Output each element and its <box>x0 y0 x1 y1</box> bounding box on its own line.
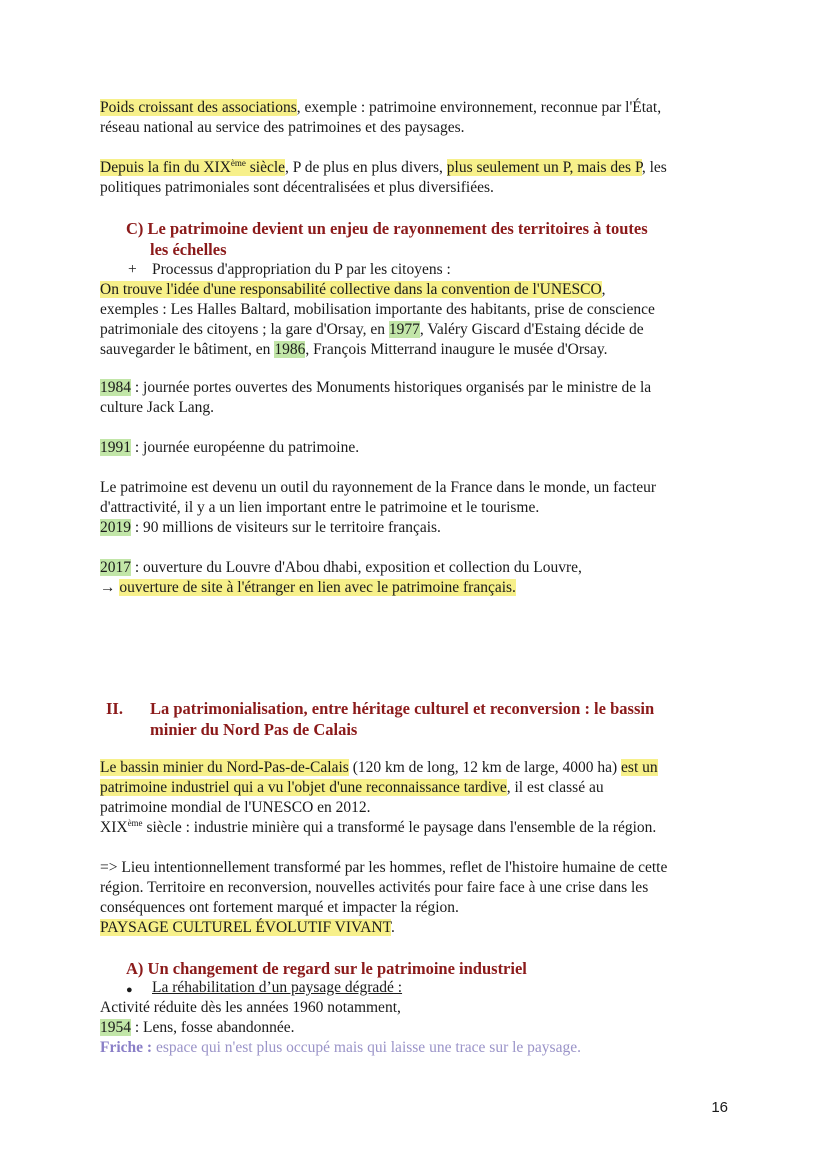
heading-c <box>126 218 746 260</box>
year-2019: 2019 <box>100 519 131 536</box>
highlight-patrimoine-industriel: est un <box>621 759 658 776</box>
heading-line: les échelles <box>150 240 227 259</box>
text: XIX <box>100 819 128 836</box>
highlight-des-p: plus seulement un P, mais des P <box>446 159 642 176</box>
paragraph-1984 <box>100 378 740 418</box>
text: culture Jack Lang. <box>100 399 215 416</box>
text: : 90 millions de visiteurs sur le territoire français. <box>131 519 441 536</box>
text: , exemple : patrimoine environnement, reconnue par l'État, <box>296 99 662 116</box>
text: . <box>390 919 395 936</box>
bullet-icon: ● <box>126 984 133 996</box>
year-2017: 2017 <box>100 559 131 576</box>
text: patrimoniale des citoyens ; la gare d'Orsay, en <box>100 321 389 338</box>
heading-line: minier du Nord Pas de Calais <box>150 720 358 739</box>
arrow-icon: → <box>100 579 120 596</box>
highlight-associations: Poids croissant des associations <box>100 99 297 116</box>
text: politiques patrimoniales sont décentralisées et plus diversifiées. <box>100 179 494 196</box>
superscript: ème <box>127 817 143 828</box>
text: sauvegarder le bâtiment, en <box>100 341 275 358</box>
text: , <box>601 281 606 298</box>
text: patrimoine mondial de l'UNESCO en 2012. <box>100 799 371 816</box>
text: siècle : industrie minière qui a transformé le paysage dans l'ensemble de la région. <box>142 819 657 836</box>
year-1991: 1991 <box>100 439 131 456</box>
paragraph-xix-siecle <box>100 158 740 198</box>
paragraph-friche <box>100 998 740 1058</box>
text: , Valéry Giscard d'Estaing décide de <box>419 321 644 338</box>
text: : journée européenne du patrimoine. <box>131 439 360 456</box>
text: Depuis la fin du XIX <box>100 159 231 176</box>
text: , les <box>641 159 667 176</box>
text: siècle <box>245 159 286 176</box>
text: => Lieu intentionnellement transformé par les hommes, reflet de l'histoire humaine de cette <box>100 859 668 876</box>
highlight-patrimoine-industriel: patrimoine industriel qui a vu l'objet d'une reconnaissance tardive <box>100 779 507 796</box>
text: La réhabilitation d’un paysage dégradé : <box>152 979 403 996</box>
definition-text: espace qui n'est plus occupé mais qui laisse une trace sur le paysage. <box>152 1039 581 1056</box>
plus-icon: + <box>128 261 137 278</box>
text: : Lens, fosse abandonnée. <box>131 1019 295 1036</box>
heading-ii <box>150 698 750 740</box>
text: d'attractivité, il y a un lien important entre le patrimoine et le tourisme. <box>100 499 540 516</box>
text: , P de plus en plus divers, <box>285 159 447 176</box>
heading-line: La patrimonialisation, entre héritage culturel et reconversion : le bassin <box>150 699 655 718</box>
text: (120 km de long, 12 km de large, 4000 ha) <box>348 759 622 776</box>
heading-ii-number: II. <box>106 699 123 718</box>
paragraph-lieu <box>100 858 740 938</box>
text: Activité réduite dès les années 1960 notamment, <box>100 999 401 1016</box>
year-1954: 1954 <box>100 1019 131 1036</box>
text: : journée portes ouvertes des Monuments historiques organisés par le ministre de la <box>131 379 652 396</box>
bullet-text: Processus d'appropriation du P par les citoyens : <box>152 261 451 278</box>
text: , François Mitterrand inaugure le musée d'Orsay. <box>305 341 608 358</box>
heading-a: A) Un changement de regard sur le patrimoine industriel <box>126 959 527 978</box>
text: conséquences ont fortement marqué et impacter la région. <box>100 899 459 916</box>
year-1984: 1984 <box>100 379 131 396</box>
text: : ouverture du Louvre d'Abou dhabi, exposition et collection du Louvre, <box>131 559 582 576</box>
year-1977: 1977 <box>388 321 420 338</box>
text: , il est classé au <box>506 779 604 796</box>
text: exemples : Les Halles Baltard, mobilisation importante des habitants, prise de conscience <box>100 301 655 318</box>
definition-term: Friche : <box>100 1039 153 1056</box>
paragraph-unesco <box>100 280 740 360</box>
highlight-xix <box>100 159 285 176</box>
highlight-unesco: On trouve l'idée d'une responsabilité collective dans la convention de l'UNESCO <box>100 281 602 298</box>
text: région. Territoire en reconversion, nouvelles activités pour faire face à une crise dans les <box>100 879 649 896</box>
text: Le patrimoine est devenu un outil du rayonnement de la France dans le monde, un facteur <box>100 479 657 496</box>
year-1986: 1986 <box>274 341 306 358</box>
paragraph-1991 <box>100 438 740 458</box>
superscript: ème <box>230 157 246 168</box>
highlight-paysage-culturel: PAYSAGE CULTUREL ÉVOLUTIF VIVANT <box>100 919 391 936</box>
highlight-etranger: ouverture de site à l'étranger en lien avec le patrimoine français. <box>119 579 516 596</box>
text: réseau national au service des patrimoines et des paysages. <box>100 119 465 136</box>
page-number: 16 <box>711 1099 728 1116</box>
paragraph-bassin-minier <box>100 758 740 838</box>
paragraph-2017 <box>100 558 740 598</box>
paragraph-associations <box>100 98 740 138</box>
heading-line: C) Le patrimoine devient un enjeu de rayonnement des territoires à toutes <box>126 219 648 238</box>
highlight-bassin: Le bassin minier du Nord-Pas-de-Calais <box>100 759 349 776</box>
paragraph-rayonnement <box>100 478 740 538</box>
bullet-rehabilitation <box>152 978 712 998</box>
